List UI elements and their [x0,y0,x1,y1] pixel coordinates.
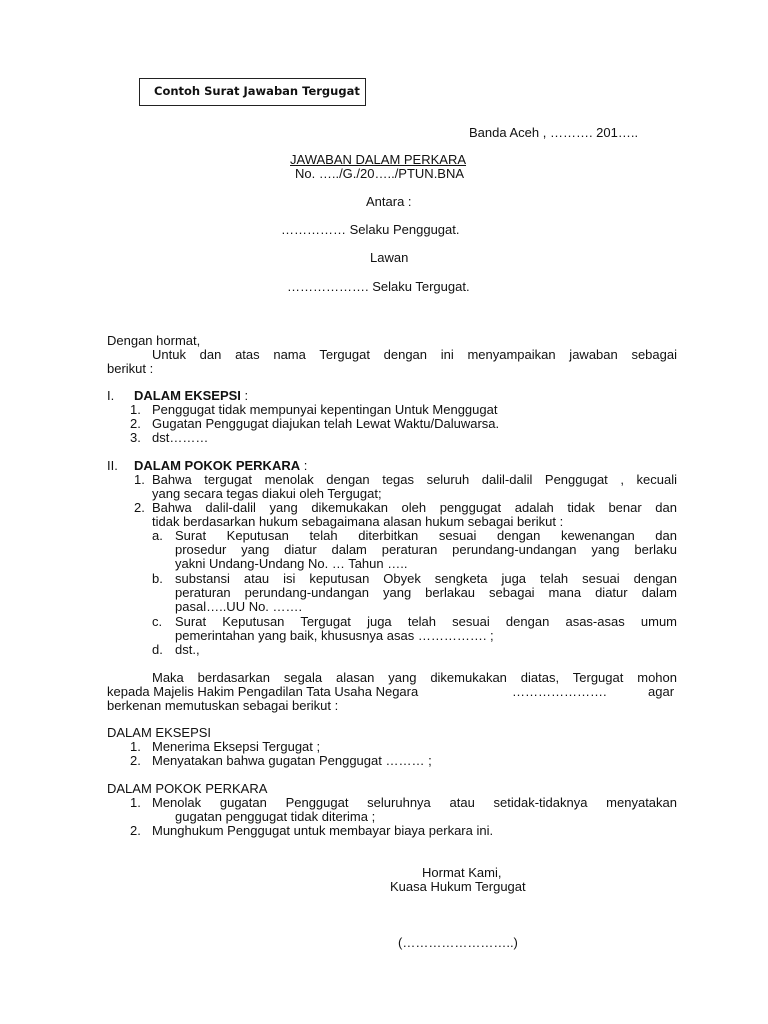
section2-title: DALAM POKOK PERKARA [134,458,301,473]
sub-a-line2: prosedur yang diatur dalam peraturan perundang-undangan yang berlaku [175,542,677,557]
sub-a-line3: yakni Undang-Undang No. … Tahun ….. [175,556,408,571]
section1-item-text: Gugatan Penggugat diajukan telah Lewat Waktu/Daluwarsa. [152,416,500,431]
section2-number: II. [107,458,118,473]
penggugat-line: …………… Selaku Penggugat. [281,222,460,237]
sub-b-label: b. [152,571,163,586]
sub-b-line1: substansi atau isi keputusan Obyek sengketa juga telah sesuai dengan [175,571,677,586]
closing-line2-text: kepada Majelis Hakim Pengadilan Tata Usaha Negara [107,684,419,699]
petitum-eksepsi-item-number: 1. [130,739,141,754]
petitum-pokok-item2-text: Munghukum Penggugat untuk membayar biaya perkara ini. [152,823,494,838]
closing-line3: berkenan memutuskan sebagai berikut : [107,698,339,713]
document-heading: JAWABAN DALAM PERKARA [290,152,467,167]
greeting: Dengan hormat, [107,333,201,348]
section1-item-text: dst……… [152,430,209,445]
sub-c-line1: Surat Keputusan Tergugat juga telah sesuai dengan asas-asas umum [175,614,677,629]
section2-colon: : [303,458,308,473]
sub-a-line1: Surat Keputusan telah diterbitkan sesuai dengan kewenangan dan [175,528,677,543]
section2-item2-line2: tidak berdasarkan hukum sebagaimana alasan hukum sebagai berikut : [152,514,564,529]
signature-salutation: Hormat Kami, [422,865,502,880]
petitum-eksepsi-item-text: Menyatakan bahwa gugatan Penggugat ……… ; [152,753,432,768]
intro-line-1: Untuk dan atas nama Tergugat dengan ini menyampaikan jawaban sebagai [152,347,677,362]
petitum-pokok-item1-line2: gugatan penggugat tidak diterima ; [175,809,376,824]
section1-title: DALAM EKSEPSI [134,388,241,403]
case-number: No. …../G./20…../PTUN.BNA [295,166,465,181]
section2-item1-line1: Bahwa tergugat menolak dengan tegas seluruh dalil-dalil Penggugat , kecuali [152,472,677,487]
sub-c-line2: pemerintahan yang baik, khususnya asas ……………. ; [175,628,494,643]
place-date: Banda Aceh , ………. 201….. [469,125,639,140]
closing-line1: Maka berdasarkan segala alasan yang dikemukakan diatas, Tergugat mohon [152,670,677,685]
sub-d-label: d. [152,642,163,657]
intro-line-2: berikut : [107,361,154,376]
petitum-pokok-title: DALAM POKOK PERKARA [107,781,268,796]
title-box-label: Contoh Surat Jawaban Tergugat [154,84,360,98]
sub-a-label: a. [152,528,163,543]
petitum-eksepsi-item-text: Menerima Eksepsi Tergugat ; [152,739,321,754]
section1-item-number: 1. [130,402,141,417]
tergugat-line: ………………. Selaku Tergugat. [287,279,470,294]
petitum-eksepsi-item-number: 2. [130,753,141,768]
petitum-pokok-item1-line1: Menolak gugatan Penggugat seluruhnya atau setidak-tidaknya menyatakan [152,795,677,810]
signature-name-placeholder: (……………………..) [398,935,518,950]
petitum-pokok-item2-number: 2. [130,823,141,838]
section1-heading [134,388,248,403]
section2-item2-line1: Bahwa dalil-dalil yang dikemukakan oleh penggugat adalah tidak benar dan [152,500,677,515]
closing-line2-end: agar [648,684,675,699]
section2-heading [134,458,307,473]
sub-b-line2: peraturan perundang-undangan yang berlakau sebagai mana diatur dalam [175,585,677,600]
section1-item-number: 2. [130,416,141,431]
section2-item1-line2: yang secara tegas diakui oleh Tergugat; [152,486,382,501]
section1-number: I. [107,388,115,403]
section1-item-number: 3. [130,430,141,445]
sub-c-label: c. [152,614,163,629]
antara-label: Antara : [366,194,412,209]
section2-item2-number: 2. [134,500,145,515]
closing-line2-dots: …………………. [512,684,607,699]
lawan-label: Lawan [370,250,409,265]
section1-colon: : [244,388,249,403]
section1-item-text: Penggugat tidak mempunyai kepentingan Untuk Menggugat [152,402,498,417]
section2-item1-number: 1. [134,472,145,487]
sub-d-line1: dst., [175,642,200,657]
sub-b-line3: pasal…..UU No. ……. [175,599,303,614]
signature-role: Kuasa Hukum Tergugat [390,879,526,894]
petitum-eksepsi-title: DALAM EKSEPSI [107,725,212,740]
title-box [139,78,366,106]
petitum-pokok-item1-number: 1. [130,795,141,810]
